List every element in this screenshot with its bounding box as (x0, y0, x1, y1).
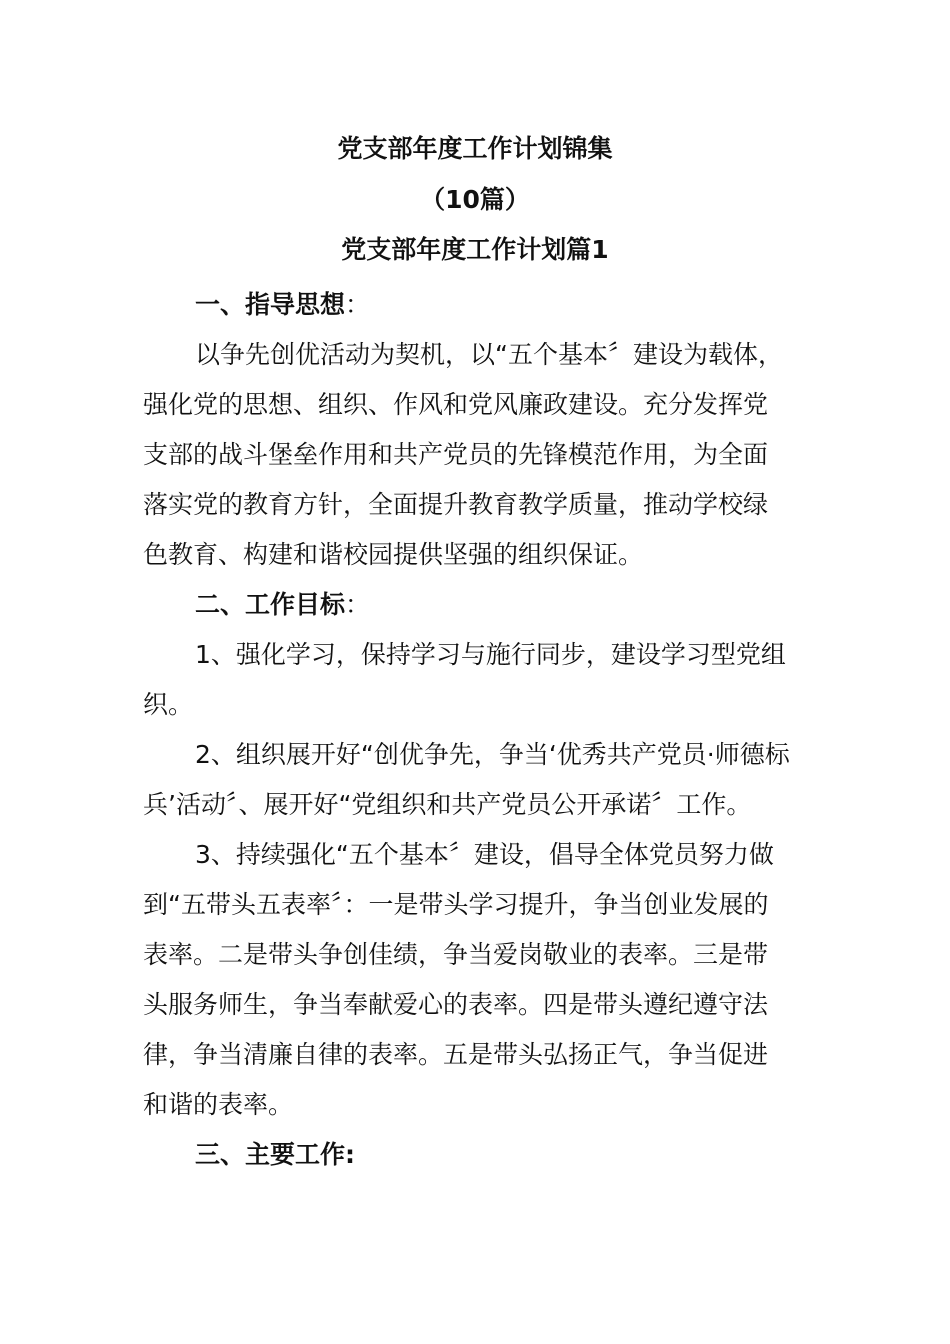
list-item-line: 表率。二是带头争创佳绩，争当爱岗敬业的表率。三是带 (143, 940, 769, 969)
heading-guiding-ideology (143, 280, 811, 330)
document-title-count: （10篇） (420, 185, 530, 214)
list-item-line: 到“五带头五表率〞：一是带头学习提升，争当创业发展的 (143, 890, 769, 919)
heading-colon: ： (345, 590, 371, 619)
heading-colon: ： (345, 290, 371, 319)
document-body (143, 280, 811, 1180)
heading-text: 二、工作目标 (195, 590, 346, 619)
list-item-line: 1、强化学习，保持学习与施行同步，建设学习型党组 (195, 640, 786, 669)
paragraph-line: 强化党的思想、组织、作风和党风廉政建设。充分发挥党 (143, 390, 769, 419)
document-title: 党支部年度工作计划锦集 (337, 134, 613, 163)
heading-text: 一、指导思想 (195, 290, 346, 319)
list-item-line: 2、组织展开好“创优争先，争当‘优秀共产党员·师德标 (195, 740, 790, 769)
list-item-line: 织。 (143, 690, 194, 719)
paragraph-line: 以争先创优活动为契机，以“五个基本〞建设为载体， (195, 340, 783, 369)
list-item-line: 3、持续强化“五个基本〞建设，倡导全体党员努力做 (195, 840, 774, 869)
list-item-line: 兵’活动〞、展开好“党组织和共产党员公开承诺〞工作。 (143, 790, 752, 819)
paragraph-line: 色教育、构建和谐校园提供坚强的组织保证。 (143, 540, 644, 569)
list-item-line: 律，争当清廉自律的表率。五是带头弘扬正气，争当促进 (143, 1040, 769, 1069)
list-item-line: 和谐的表率。 (143, 1090, 294, 1119)
paragraph-line: 落实党的教育方针，全面提升教育教学质量，推动学校绿 (143, 490, 769, 519)
paragraph-line: 支部的战斗堡垒作用和共产党员的先锋模范作用，为全面 (143, 440, 769, 469)
heading-work-goals (143, 580, 811, 630)
list-item-line: 头服务师生，争当奉献爱心的表率。四是带头遵纪遵守法 (143, 990, 769, 1019)
section-title: 党支部年度工作计划篇1 (341, 235, 609, 264)
heading-main-work: 三、主要工作: (195, 1140, 355, 1169)
